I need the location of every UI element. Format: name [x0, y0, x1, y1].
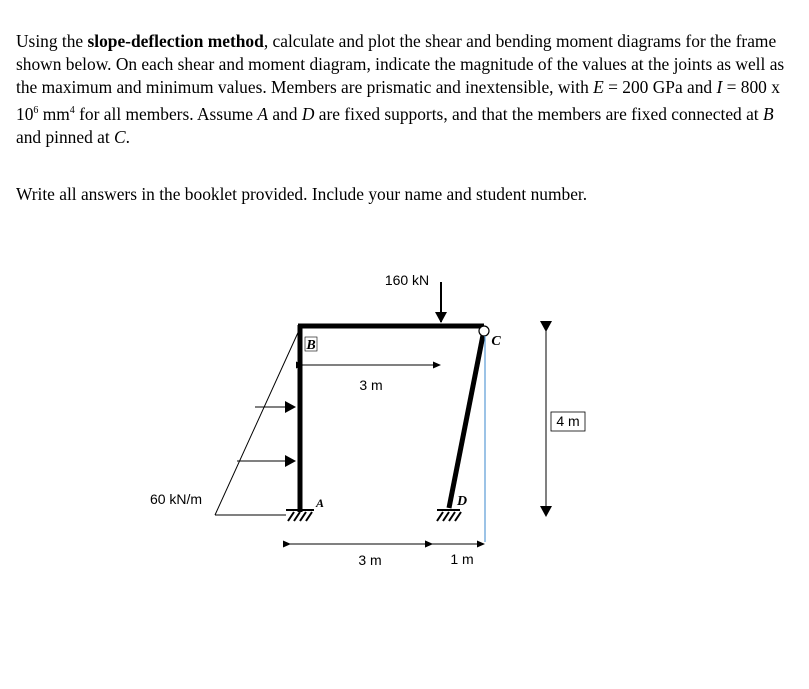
problem-text: and pinned at [16, 126, 115, 147]
method-name: slope-deflection method [87, 31, 264, 51]
problem-text: = 800 x 10 [16, 77, 780, 124]
problem-text: Using the [16, 31, 88, 51]
symbol-e: E [593, 77, 604, 97]
pin-c-icon [479, 326, 489, 336]
support-a-ref: A [257, 103, 268, 124]
offset-label: 1 m [450, 551, 474, 567]
problem-text: mm [38, 103, 70, 124]
fixed-support-d-icon [437, 510, 461, 521]
distributed-load [215, 326, 301, 515]
member-cd [449, 330, 484, 508]
problem-text: and [268, 103, 302, 124]
problem-text: , calculate and plot the shear and bending moment diagrams for the frame shown below. On each shear and moment diagram, indicate the magnitude of the values at the joints as well as the maximum and minimum values. Members are prismatic and inextensible, with [16, 31, 785, 97]
instructions: Write all answers in the booklet provided. Include your name and student number. [16, 184, 588, 204]
base-span-label: 3 m [358, 552, 382, 568]
exponent-4: 4 [69, 105, 75, 116]
joint-d-label: D [456, 494, 468, 509]
point-load-label: 160 kN [384, 272, 430, 288]
joint-b-label: B [306, 338, 316, 353]
joint-b-ref: B [762, 103, 774, 124]
exponent-6: 6 [33, 105, 39, 116]
problem-text: . [125, 126, 131, 147]
beam-span-label: 3 m [359, 377, 383, 393]
problem-text: are fixed supports, and that the members are fixed connected at [314, 103, 763, 124]
problem-text: for all members. Assume [74, 103, 258, 124]
joint-c-ref: C [114, 126, 126, 147]
joint-a-label: A [315, 496, 325, 510]
height-label: 4 m [556, 413, 580, 429]
symbol-i: I [716, 77, 723, 97]
support-d-ref: D [301, 103, 315, 124]
problem-text: = 200 GPa and [603, 77, 717, 97]
joint-c-label: C [491, 334, 501, 349]
frame-members [298, 325, 484, 512]
load-triangle-edge [215, 326, 301, 515]
distributed-load-label: 60 kN/m [149, 491, 203, 507]
